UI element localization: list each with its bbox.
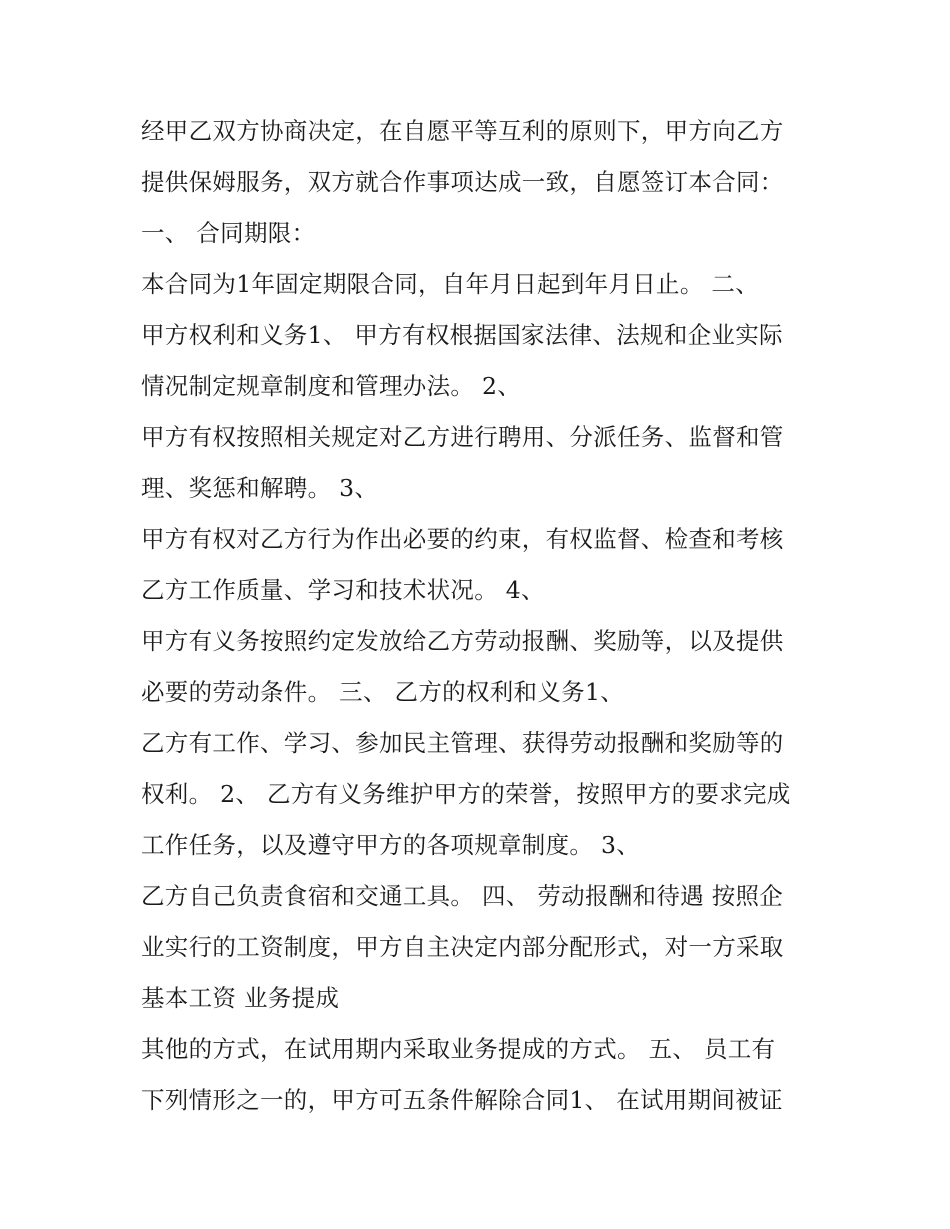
text-line: 工作任务，以及遵守甲方的各项规章制度。 3、: [141, 831, 641, 859]
text-line: 乙方工作质量、学习和技术状况。 4、: [141, 576, 545, 604]
text-line: 必要的劳动条件。 三、 乙方的权利和义务1、: [141, 678, 624, 706]
text-line: 情况制定规章制度和管理办法。 2、: [141, 372, 522, 400]
text-line: 甲方有权对乙方行为作出必要的约束，有权监督、检查和考核: [141, 525, 784, 553]
text-line: 其他的方式，在试用期内采取业务提成的方式。 五、 员工有: [141, 1035, 776, 1063]
text-line: 甲方有义务按照约定发放给乙方劳动报酬、奖励等，以及提供: [141, 627, 784, 655]
text-line: 理、奖惩和解聘。 3、: [141, 474, 379, 502]
text-line: 提供保姆服务，双方就合作事项达成一致，自愿签订本合同：: [141, 168, 784, 196]
text-line: 业实行的工资制度，甲方自主决定内部分配形式，对一方采取: [141, 933, 784, 961]
text-line: 基本工资 业务提成: [141, 984, 340, 1012]
text-line: 甲方有权按照相关规定对乙方进行聘用、分派任务、监督和管: [141, 423, 784, 451]
text-line: 乙方有工作、学习、参加民主管理、获得劳动报酬和奖励等的: [141, 729, 784, 757]
text-line: 乙方自己负责食宿和交通工具。 四、 劳动报酬和待遇 按照企: [141, 882, 784, 910]
text-line: 甲方权利和义务1、 甲方有权根据国家法律、法规和企业实际: [141, 321, 783, 349]
text-line: 本合同为1年固定期限合同，自年月日起到年月日止。 二、: [141, 270, 760, 298]
contract-body-text: [141, 106, 821, 1126]
text-line: 权利。 2、 乙方有义务维护甲方的荣誉，按照甲方的要求完成: [141, 780, 791, 808]
section-heading-term: 一、 合同期限：: [141, 219, 316, 247]
text-line: 下列情形之一的，甲方可五条件解除合同1、 在试用期间被证: [141, 1086, 783, 1114]
text-line: 经甲乙双方协商决定，在自愿平等互利的原则下，甲方向乙方: [141, 117, 784, 145]
